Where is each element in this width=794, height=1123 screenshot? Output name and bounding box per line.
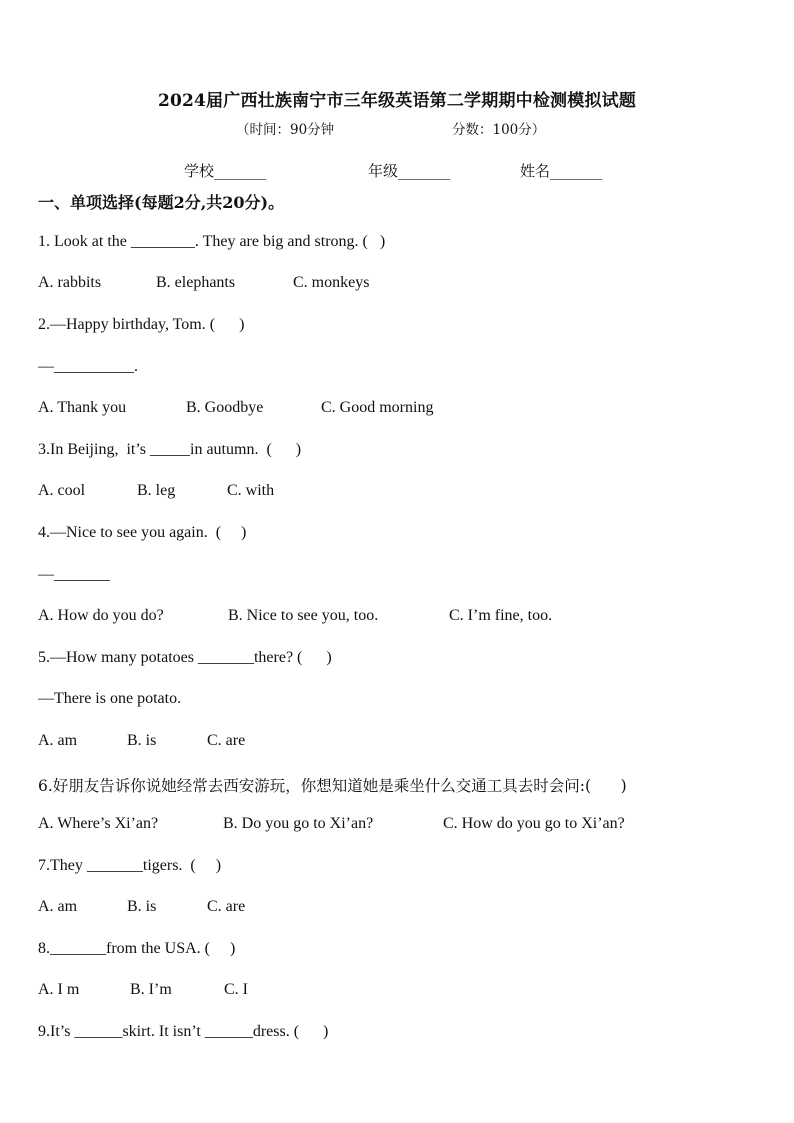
question-response: —There is one potato. (38, 690, 182, 707)
option-c: C. with (227, 482, 275, 499)
option-a: A. cool (38, 482, 86, 499)
grade-field: 年级_______ (368, 162, 451, 180)
option-a: A. I m (38, 981, 80, 998)
option-c: C. monkeys (293, 274, 370, 291)
question-stem: 4.—Nice to see you again. ( ) (38, 524, 247, 541)
option-b: B. I’m (130, 981, 172, 998)
question-stem: 7.They _______tigers. ( ) (38, 857, 222, 874)
option-a: A. am (38, 732, 78, 749)
option-a: A. rabbits (38, 274, 102, 291)
exam-score: 分数：100分） (452, 122, 546, 138)
option-b: B. Goodbye (186, 399, 264, 416)
option-b: B. Do you go to Xi’an? (223, 815, 374, 832)
question-stem: 2.—Happy birthday, Tom. ( ) (38, 316, 245, 333)
option-c: C. How do you go to Xi’an? (443, 815, 625, 832)
question-stem: 6.好朋友告诉你说她经常去西安游玩，你想知道她是乘坐什么交通工具去时会问:( ) (38, 777, 627, 795)
question-stem: 5.—How many potatoes _______there? ( ) (38, 649, 332, 666)
option-a: A. How do you do? (38, 607, 164, 624)
option-b: B. elephants (156, 274, 236, 291)
question-stem: 3.In Beijing, it’s _____in autumn. ( ) (38, 441, 302, 458)
exam-time: （时间：90分钟 (236, 122, 335, 138)
option-a: A. Thank you (38, 399, 127, 416)
section-heading: 一、单项选择(每题2分,共20分)。 (38, 193, 285, 212)
question-response: —_______ (38, 566, 110, 583)
option-a: A. am (38, 898, 78, 915)
option-c: C. are (207, 732, 246, 749)
option-b: B. Nice to see you, too. (228, 607, 379, 624)
question-stem: 9.It’s ______skirt. It isn’t ______dress. ( ) (38, 1023, 329, 1040)
option-a: A. Where’s Xi’an? (38, 815, 159, 832)
option-c: C. are (207, 898, 246, 915)
option-b: B. leg (137, 482, 176, 499)
question-response: —__________. (38, 358, 138, 375)
question-stem: 1. Look at the ________. They are big and strong. ( ) (38, 233, 386, 250)
question-stem: 8._______from the USA. ( ) (38, 940, 236, 957)
name-field: 姓名_______ (520, 162, 603, 180)
option-c: C. I’m fine, too. (449, 607, 553, 624)
option-b: B. is (127, 898, 157, 915)
exam-title: 2024届广西壮族南宁市三年级英语第二学期期中检测模拟试题 (157, 91, 637, 111)
option-c: C. I (224, 981, 248, 998)
option-c: C. Good morning (321, 399, 434, 416)
option-b: B. is (127, 732, 157, 749)
school-field: 学校_______ (184, 162, 267, 180)
